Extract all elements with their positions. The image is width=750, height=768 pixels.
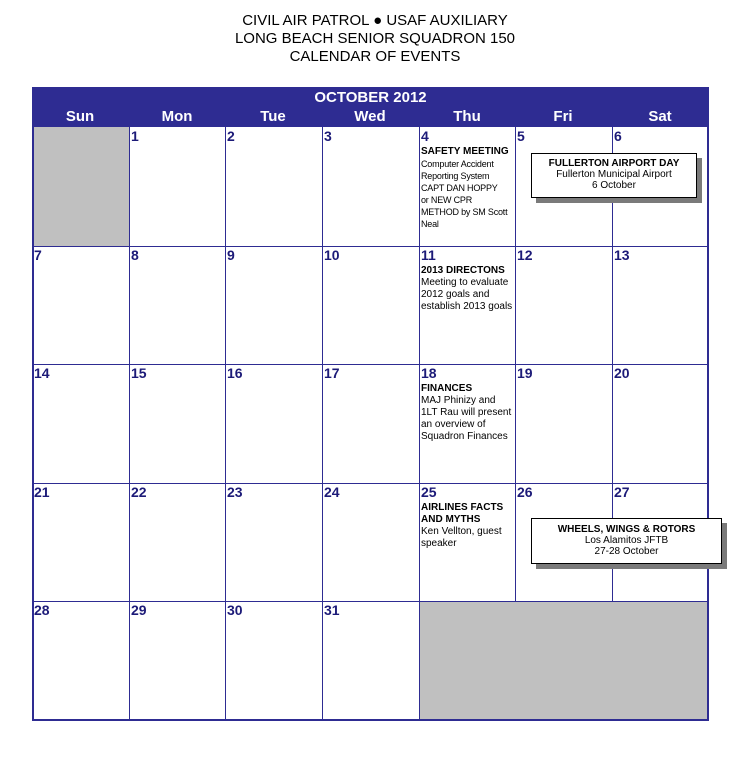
day-number: 28 xyxy=(34,602,50,618)
event-line: Neal xyxy=(421,219,439,229)
callout-wheels-wings-rotors[interactable] xyxy=(531,518,722,564)
day-cell[interactable] xyxy=(129,601,225,721)
header-line-2: LONG BEACH SENIOR SQUADRON 150 xyxy=(234,30,516,47)
event-line: CAPT DAN HOPPY xyxy=(421,183,498,193)
day-cell[interactable] xyxy=(129,246,225,364)
day-cell[interactable] xyxy=(225,483,322,601)
day-cell[interactable] xyxy=(612,246,709,364)
day-number: 13 xyxy=(614,247,630,263)
day-cell[interactable] xyxy=(225,364,322,483)
day-cell[interactable] xyxy=(322,246,419,364)
event-line: Computer Accident xyxy=(421,159,494,169)
event-line: Meeting to evaluate xyxy=(421,277,509,288)
day-number: 15 xyxy=(131,365,147,381)
day-cell[interactable] xyxy=(419,127,515,246)
day-cell[interactable] xyxy=(32,364,129,483)
day-cell[interactable] xyxy=(225,127,322,246)
event-2013-directions xyxy=(421,265,513,313)
dayname-sun: Sun xyxy=(65,108,95,125)
day-cell[interactable] xyxy=(225,601,322,721)
header-line-3: CALENDAR OF EVENTS xyxy=(289,48,461,65)
day-cell[interactable] xyxy=(419,364,515,483)
event-line: 2012 goals and xyxy=(421,289,490,300)
event-line: Ken Vellton, guest xyxy=(421,526,502,537)
day-number: 31 xyxy=(324,602,340,618)
event-line: 1LT Rau will present xyxy=(421,407,512,418)
day-number: 19 xyxy=(517,365,533,381)
event-line: Squadron Finances xyxy=(421,431,508,442)
day-cell[interactable] xyxy=(32,483,129,601)
event-line: an overview of xyxy=(421,419,486,430)
day-cell[interactable] xyxy=(515,364,612,483)
day-number: 1 xyxy=(131,128,139,144)
day-cell[interactable] xyxy=(129,364,225,483)
dayname-mon: Mon xyxy=(161,108,193,125)
calendar-banner xyxy=(32,87,709,127)
day-number: 27 xyxy=(614,484,630,500)
callout-line: 6 October xyxy=(592,180,636,191)
header-line-1: CIVIL AIR PATROL ● USAF AUXILIARY xyxy=(242,12,508,29)
day-number: 22 xyxy=(131,484,147,500)
day-number: 30 xyxy=(227,602,243,618)
event-line: Reporting System xyxy=(421,171,490,181)
event-title: SAFETY MEETING xyxy=(421,146,509,157)
day-number: 2 xyxy=(227,128,235,144)
dayname-fri: Fri xyxy=(553,108,573,125)
day-number: 16 xyxy=(227,365,243,381)
day-number: 12 xyxy=(517,247,533,263)
event-line: establish 2013 goals xyxy=(421,301,513,312)
callout-line: Fullerton Municipal Airport xyxy=(556,169,672,180)
day-cell[interactable] xyxy=(515,246,612,364)
day-number: 20 xyxy=(614,365,630,381)
day-number: 5 xyxy=(517,128,525,144)
callout-line: 27-28 October xyxy=(594,546,659,557)
event-safety-meeting xyxy=(421,146,513,230)
month-title: OCTOBER 2012 xyxy=(314,89,427,106)
day-number: 17 xyxy=(324,365,340,381)
dayname-sat: Sat xyxy=(648,108,672,125)
day-number: 23 xyxy=(227,484,243,500)
event-title: AIRLINES FACTS xyxy=(421,502,504,513)
empty-day-cell xyxy=(32,127,129,246)
calendar-grid xyxy=(32,87,709,721)
day-number: 29 xyxy=(131,602,147,618)
event-title: FINANCES xyxy=(421,383,473,394)
event-line: speaker xyxy=(421,538,457,549)
event-airlines-facts xyxy=(421,502,513,550)
empty-day-cell xyxy=(419,601,709,721)
day-cell[interactable] xyxy=(322,601,419,721)
day-number: 9 xyxy=(227,247,235,263)
day-cell[interactable] xyxy=(419,246,515,364)
event-line: or NEW CPR xyxy=(421,195,473,205)
day-cell[interactable] xyxy=(129,483,225,601)
event-line: METHOD by SM Scott xyxy=(421,207,508,217)
day-number: 8 xyxy=(131,247,139,263)
day-cell[interactable] xyxy=(322,483,419,601)
day-cell[interactable] xyxy=(129,127,225,246)
day-number: 21 xyxy=(34,484,50,500)
event-line: MAJ Phinizy and xyxy=(421,395,496,406)
callout-line: Los Alamitos JFTB xyxy=(584,535,669,546)
dayname-thu: Thu xyxy=(453,108,481,125)
day-number: 4 xyxy=(421,128,429,144)
day-number: 3 xyxy=(324,128,332,144)
day-number: 7 xyxy=(34,247,42,263)
day-cell[interactable] xyxy=(32,246,129,364)
event-finances xyxy=(421,383,513,443)
day-number: 10 xyxy=(324,247,340,263)
day-cell[interactable] xyxy=(225,246,322,364)
day-cell[interactable] xyxy=(322,364,419,483)
event-title: 2013 DIRECTONS xyxy=(421,265,505,276)
day-cell[interactable] xyxy=(419,483,515,601)
callout-fullerton-airport-day[interactable] xyxy=(531,153,697,198)
day-number: 24 xyxy=(324,484,340,500)
dayname-wed: Wed xyxy=(354,108,386,125)
day-cell[interactable] xyxy=(32,601,129,721)
dayname-tue: Tue xyxy=(260,108,286,125)
day-number: 11 xyxy=(421,247,436,263)
day-cell[interactable] xyxy=(322,127,419,246)
day-number: 18 xyxy=(421,365,437,381)
day-cell[interactable] xyxy=(612,364,709,483)
day-number: 26 xyxy=(517,484,533,500)
callout-title: FULLERTON AIRPORT DAY xyxy=(548,158,680,169)
day-number: 25 xyxy=(421,484,437,500)
event-title: AND MYTHS xyxy=(421,514,481,525)
day-number: 6 xyxy=(614,128,622,144)
day-number: 14 xyxy=(34,365,50,381)
callout-title: WHEELS, WINGS & ROTORS xyxy=(557,524,696,535)
